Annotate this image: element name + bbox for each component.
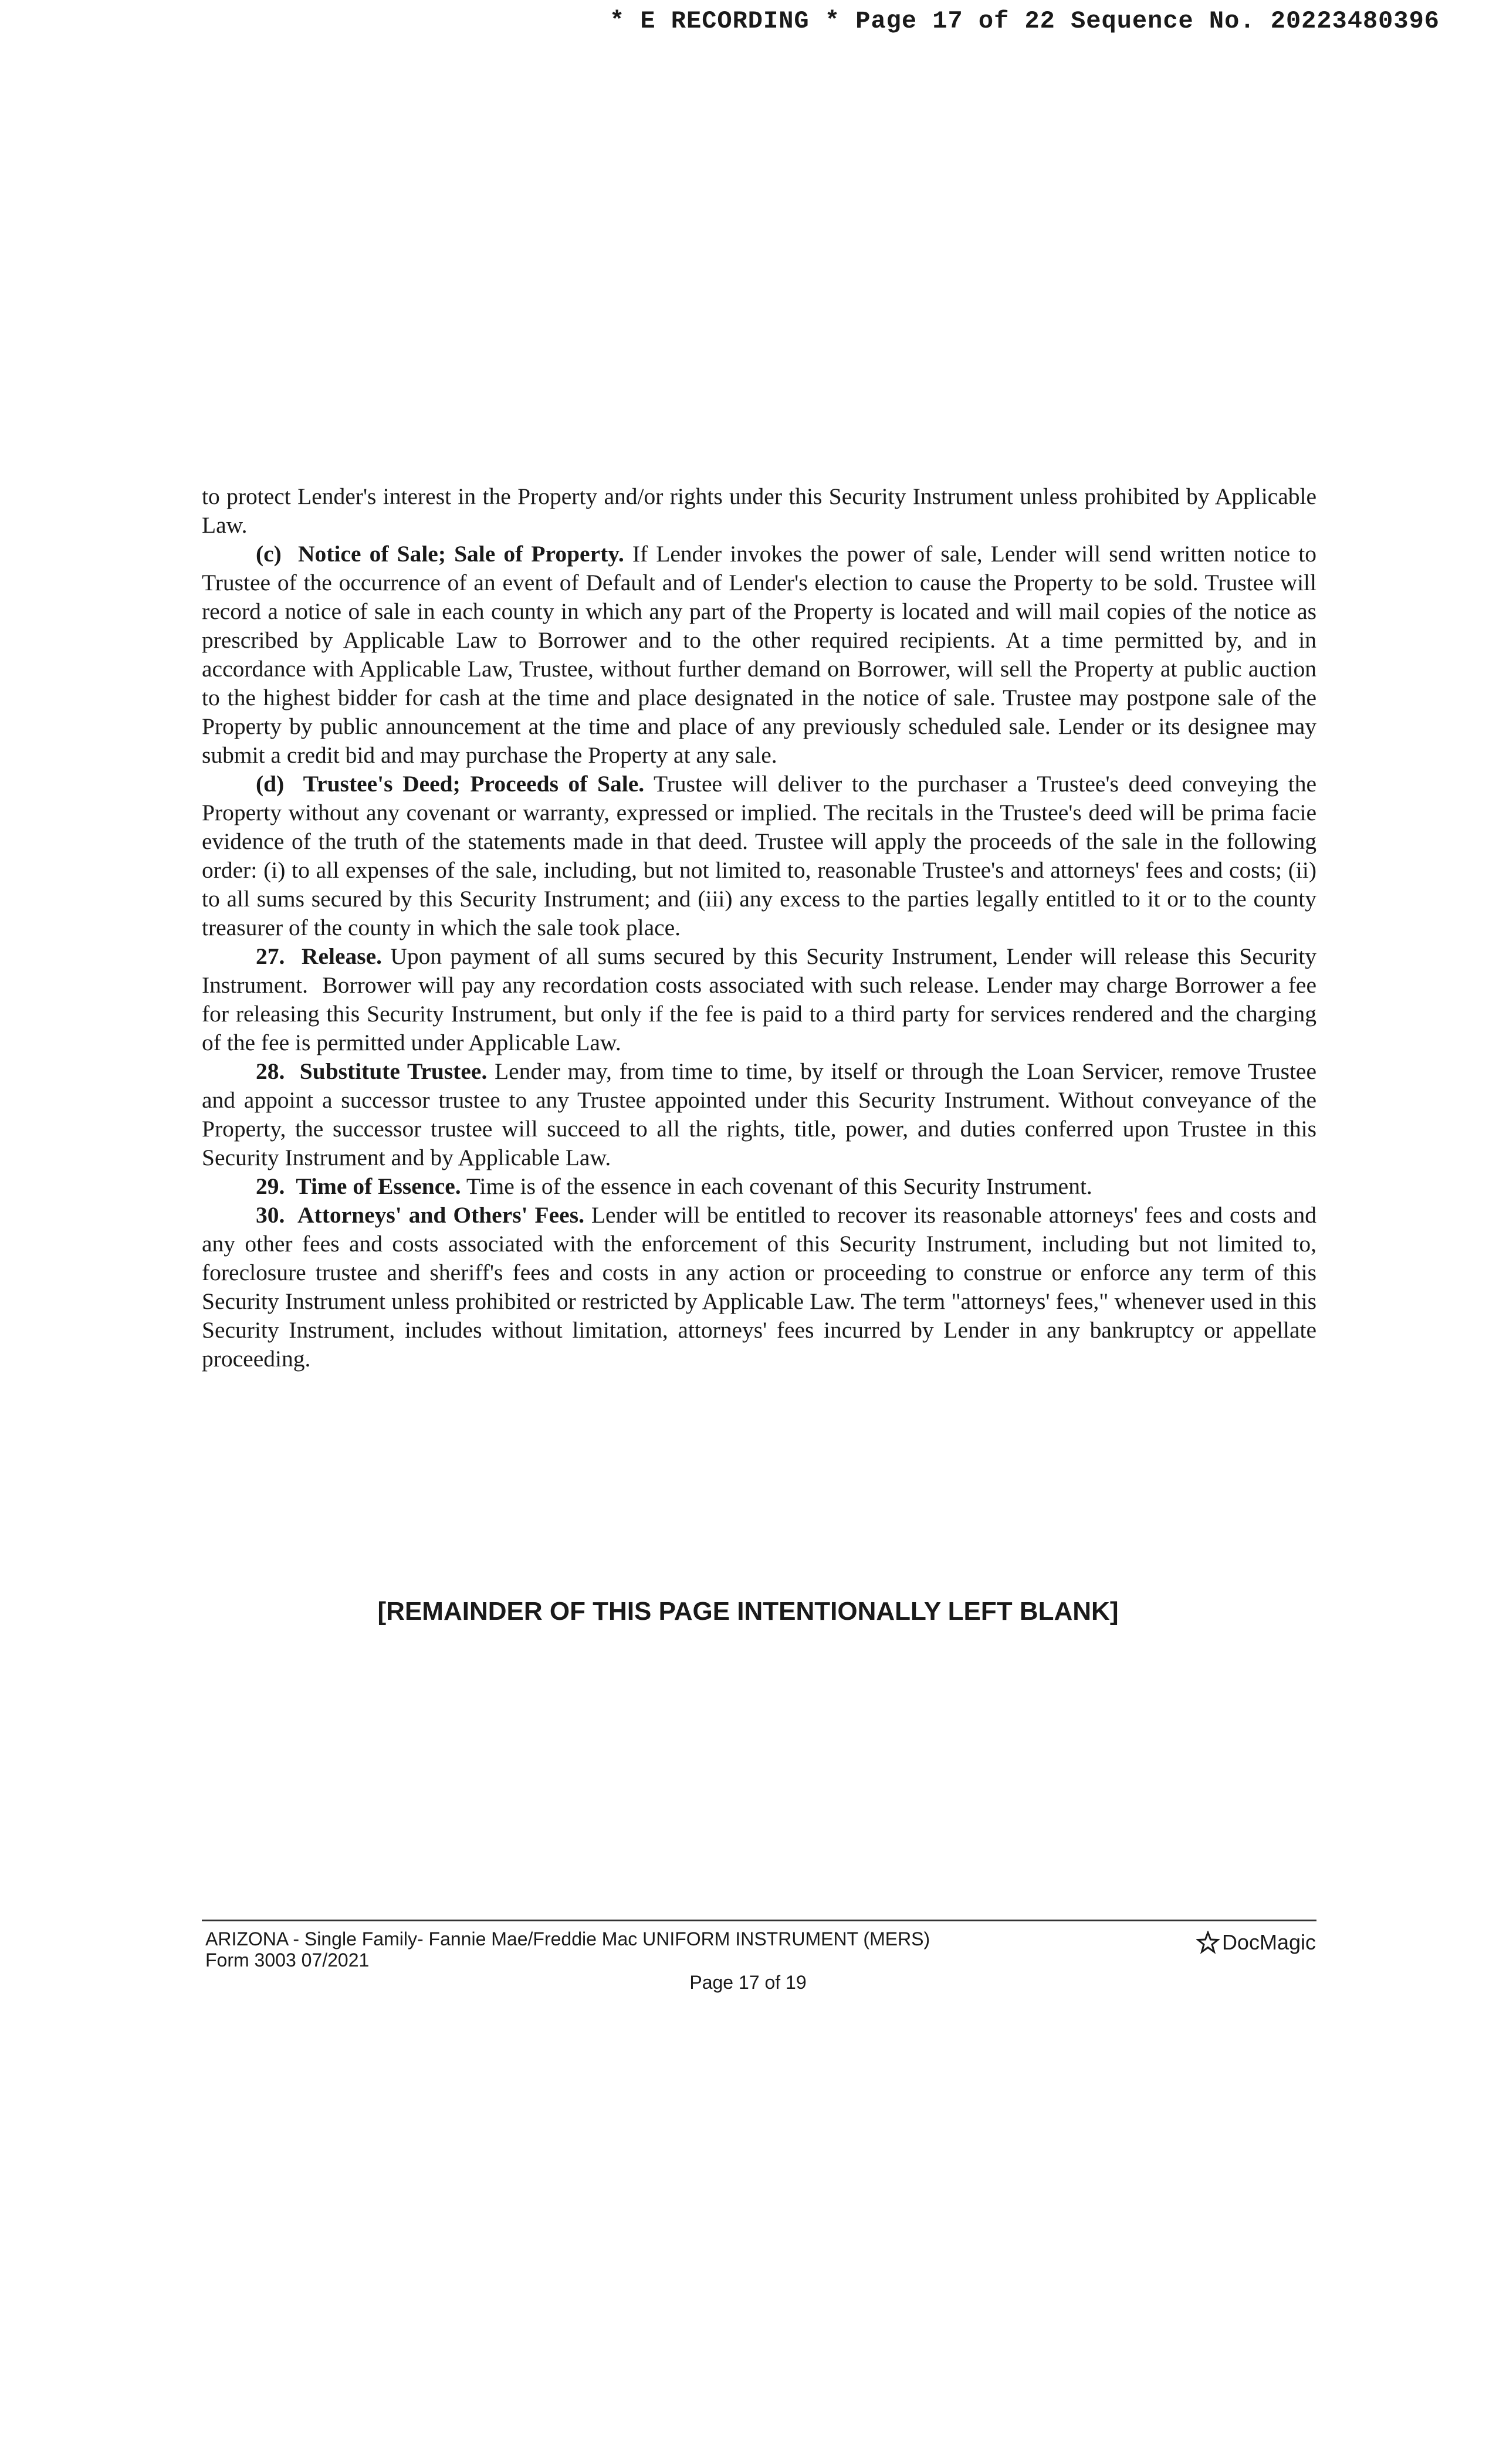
text-notice-of-sale: If Lender invokes the power of sale, Lender will send written notice to Trustee of the occurrence of an event of Default and of Lender's election to cause the Property to be sold. Trustee will record a notice of sale in each county in which any part of the Property is located and will mail copies of the notice as prescribed by Applicable Law to Borrower and to the other required recipients. At a time permitted by, and in accordance with Applicable Law, Trustee, without further demand on Borrower, will sell the Property at public auction to the highest bidder for cash at the time and place designated in the notice of sale. Trustee may postpone sale of the Property by public announcement at the time and place of any previously scheduled sale. Lender or its designee may submit a credit bid and may purchase the Property at any sale. <box>202 541 1317 768</box>
paragraph-trustees-deed <box>202 770 1316 942</box>
heading-attorneys-fees: 30. Attorneys' and Others' Fees. <box>256 1202 584 1228</box>
document-body <box>202 482 1316 1373</box>
heading-substitute-trustee: 28. Substitute Trustee. <box>256 1058 488 1084</box>
heading-notice-of-sale: (c) Notice of Sale; Sale of Property. <box>256 541 624 567</box>
heading-trustees-deed: (d) Trustee's Deed; Proceeds of Sale. <box>256 771 645 797</box>
text-release: Upon payment of all sums secured by this Security Instrument, Lender will release this Security Instrument. Borrower will pay any recordation costs associated with such release. Lender may charge Borrower a fee for releasing this Security Instrument, but only if the fee is paid to a third party for services rendered and the charging of the fee is permitted under Applicable Law. <box>202 943 1317 1055</box>
text-attorneys-fees: Lender will be entitled to recover its reasonable attorneys' fees and costs and any other fees and costs associated with the enforcement of this Security Instrument, including but not limited to, foreclosure trustee and sheriff's fees and costs in any action or proceeding to construe or enforce any term of this Security Instrument unless prohibited or restricted by Applicable Law. The term "attorneys' fees," whenever used in this Security Instrument, includes without limitation, attorneys' fees incurred by Lender in any bankruptcy or appellate proceeding. <box>202 1202 1316 1372</box>
blank-page-notice: [REMAINDER OF THIS PAGE INTENTIONALLY LEFT BLANK] <box>377 1597 1119 1626</box>
footer-divider <box>202 1920 1316 1921</box>
brand-name: DocMagic <box>1221 1930 1316 1954</box>
paragraph-time-of-essence <box>202 1172 1316 1201</box>
footer-form-title: ARIZONA - Single Family- Fannie Mae/Freddie Mac UNIFORM INSTRUMENT (MERS) <box>205 1928 930 1949</box>
paragraph-attorneys-fees <box>202 1201 1316 1373</box>
paragraph-notice-of-sale <box>202 540 1316 770</box>
footer-form-info <box>205 1928 930 1971</box>
text-trustees-deed: Trustee will deliver to the purchaser a Trustee's deed conveying the Property without any covenant or warranty, expressed or implied. The recitals in the Trustee's deed will be prima facie evidence of the truth of the statements made in that deed. Trustee will apply the proceeds of the sale in the following order: (i) to all expenses of the sale, including, but not limited to, reasonable Trustee's and attorneys' fees and costs; (ii) to all sums secured by this Security Instrument; and (iii) any excess to the parties legally entitled to it or to the county treasurer of the county in which the sale took place. <box>202 771 1316 940</box>
paragraph-release <box>202 942 1316 1057</box>
paragraph-continuation: to protect Lender's interest in the Property and/or rights under this Security Instrument unless prohibited by Applicable Law. <box>202 483 1316 538</box>
text-time-of-essence: Time is of the essence in each covenant of this Security Instrument. <box>466 1173 1092 1199</box>
recording-header: * E RECORDING * Page 17 of 22 Sequence No. 20223480396 <box>609 7 1440 35</box>
footer-form-number: Form 3003 07/2021 <box>205 1949 370 1971</box>
heading-time-of-essence: 29. Time of Essence. <box>256 1173 461 1199</box>
heading-release: 27. Release. <box>256 943 383 969</box>
docmagic-logo <box>1196 1930 1316 1955</box>
paragraph-substitute-trustee <box>202 1057 1316 1172</box>
page-number: Page 17 of 19 <box>689 1972 807 1993</box>
text-substitute-trustee: Lender may, from time to time, by itself or through the Loan Servicer, remove Trustee and appoint a successor trustee to any Trustee appointed under this Security Instrument. Without conveyance of the Property, the successor trustee will succeed to all the rights, title, power, and duties conferred upon Trustee in this Security Instrument and by Applicable Law. <box>202 1058 1316 1170</box>
star-icon <box>1196 1931 1220 1954</box>
